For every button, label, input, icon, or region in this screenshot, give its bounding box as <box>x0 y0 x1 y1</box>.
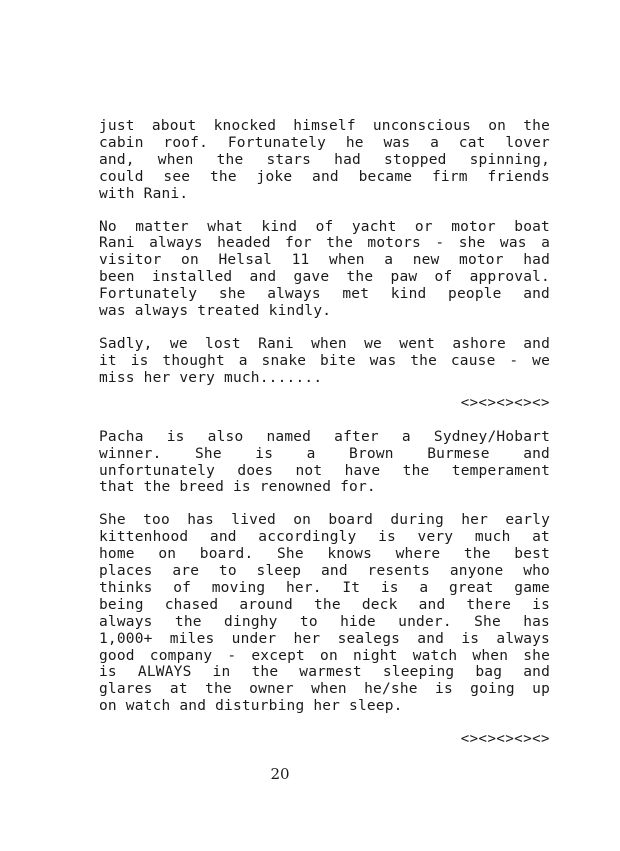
text-column <box>99 118 550 748</box>
text-line: being chased around the deck and there is <box>99 596 550 613</box>
text-line: She too has lived on board during her early <box>99 512 550 529</box>
text-line: it is thought a snake bite was the cause - we <box>99 352 550 369</box>
text-line: good company - except on night watch when she <box>99 647 550 664</box>
text-line: winner. She is a Brown Burmese and <box>99 445 550 462</box>
text-line: been installed and gave the paw of approval. <box>99 269 550 286</box>
text-line: could see the joke and became firm friends <box>99 168 550 185</box>
text-line: cabin roof. Fortunately he was a cat lover <box>99 134 550 151</box>
text-line: kittenhood and accordingly is very much at <box>99 529 550 546</box>
text-line: on watch and disturbing her sleep. <box>99 698 403 715</box>
text-line: and, when the stars had stopped spinning, <box>99 151 550 168</box>
text-line: visitor on Helsal 11 when a new motor had <box>99 252 550 269</box>
text-line: Pacha is also named after a Sydney/Hobart <box>99 428 550 445</box>
text-line: thinks of moving her. It is a great game <box>99 579 550 596</box>
text-line: was always treated kindly. <box>99 303 332 320</box>
text-line: just about knocked himself unconscious on the <box>99 118 550 134</box>
text-line: is ALWAYS in the warmest sleeping bag and <box>99 664 550 681</box>
section-separator: <><><><><> <box>460 731 550 748</box>
page-number: 20 <box>270 765 290 783</box>
text-line: with Rani. <box>99 185 189 202</box>
paragraph-4 <box>99 429 550 497</box>
text-line: miss her very much....... <box>99 369 323 386</box>
paragraph-5 <box>99 512 550 715</box>
text-line: home on board. She knows where the best <box>99 546 550 563</box>
text-line: always the dinghy to hide under. She has <box>99 613 550 630</box>
section-separator: <><><><><> <box>460 394 550 411</box>
paragraph-2 <box>99 219 550 320</box>
text-line: Sadly, we lost Rani when we went ashore and <box>99 335 550 352</box>
text-line: places are to sleep and resents anyone who <box>99 563 550 580</box>
text-line: unfortunately does not have the temperament <box>99 462 550 479</box>
text-line: glares at the owner when he/she is going up <box>99 681 550 698</box>
text-line: Fortunately she always met kind people and <box>99 286 550 303</box>
text-line: that the breed is renowned for. <box>99 479 376 496</box>
paragraph-3 <box>99 336 550 387</box>
text-line: Rani always headed for the motors - she was a <box>99 235 550 252</box>
text-line: No matter what kind of yacht or motor boat <box>99 218 550 235</box>
paragraph-1 <box>99 118 550 203</box>
text-line: 1,000+ miles under her sealegs and is always <box>99 630 550 647</box>
